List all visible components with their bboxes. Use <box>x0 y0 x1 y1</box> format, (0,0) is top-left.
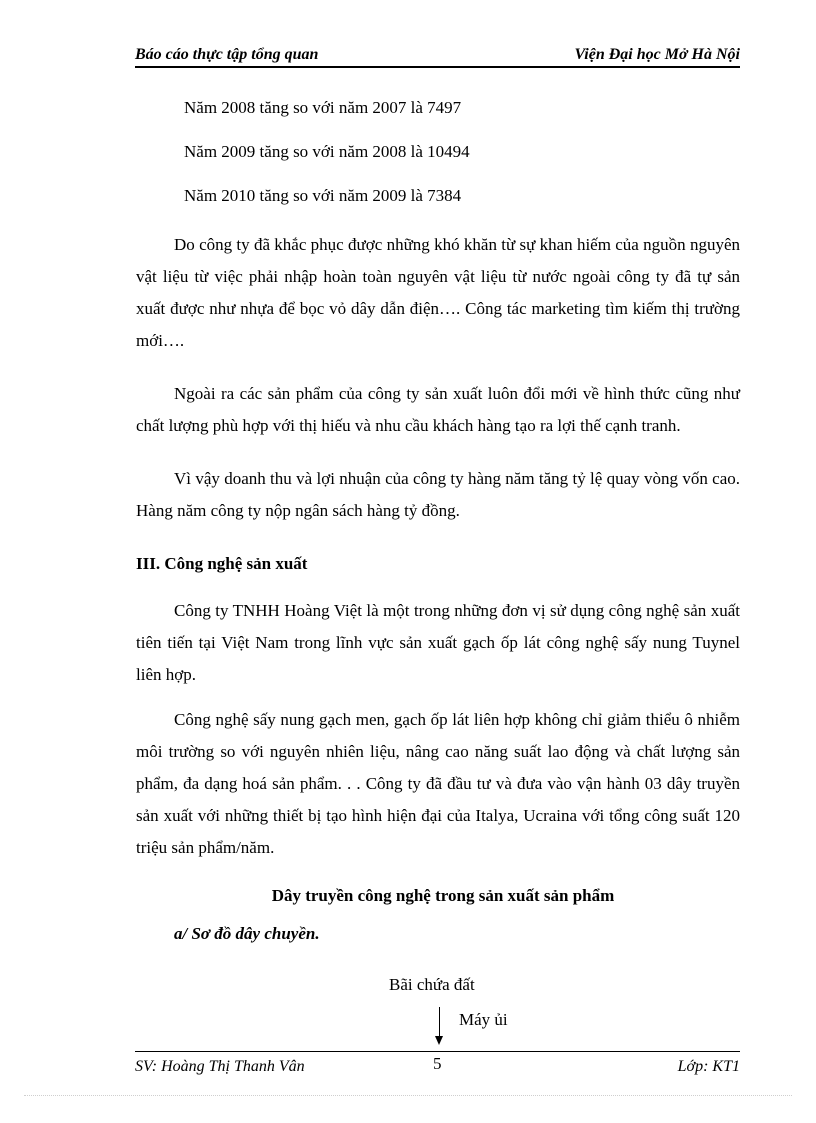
page-header <box>135 44 740 68</box>
document-body <box>136 92 740 950</box>
footer-class: Lớp: KT1 <box>677 1058 740 1075</box>
stat-line-2010: Năm 2010 tăng so với năm 2009 là 7384 <box>184 186 462 205</box>
page-footer <box>135 1051 740 1076</box>
flow-arrow-line <box>439 1007 440 1037</box>
paragraph-company-technology: Công ty TNHH Hoàng Việt là một trong những đơn vị sử dụng công nghệ sản xuất tiên tiến tại Việt Nam trong lĩnh vực sản xuất gạch ốp lát công nghệ sấy nung Tuynel liên hợp. <box>136 601 740 684</box>
section-heading: III. Công nghệ sản xuất <box>136 554 308 573</box>
paragraph-materials: Do công ty đã khắc phục được những khó khăn từ sự khan hiếm của nguồn nguyên vật liệu từ việc phải nhập hoàn toàn nguyên vật liệu từ nước ngoài công ty đã tự sản xuất được như nhựa để bọc vỏ dây dẫn điện…. Công tác marketing tìm kiếm thị trường mới…. <box>136 235 740 350</box>
stat-line-2009: Năm 2009 tăng so với năm 2008 là 10494 <box>184 142 470 161</box>
diagram-subtitle: a/ Sơ đồ dây chuyền. <box>174 924 320 943</box>
flow-step-bulldozer: Máy ủi <box>459 1010 508 1029</box>
header-institution: Viện Đại học Mở Hà Nội <box>574 46 740 63</box>
header-report-title: Báo cáo thực tập tổng quan <box>135 46 319 63</box>
paragraph-kiln-technology: Công nghệ sấy nung gạch men, gạch ốp lát liên hợp không chỉ giảm thiểu ô nhiễm môi trường so với nguyên nhiên liệu, nâng cao năng suất lao động và chất lượng sản phẩm, đa dạng hoá sản phẩm. . . Công ty đã đầu tư và đưa vào vận hành 03 dây truyền sản xuất với những thiết bị tạo hình hiện đại của Italya, Ucraina với tổng công suất 120 triệu sản phẩm/năm. <box>136 710 740 857</box>
stat-line-2008: Năm 2008 tăng so với năm 2007 là 7497 <box>184 98 462 117</box>
footer-student-name: SV: Hoàng Thị Thanh Vân <box>135 1058 305 1075</box>
production-line-title: Dây truyền công nghệ trong sản xuất sản phẩm <box>271 886 615 905</box>
down-arrow-icon <box>435 1036 443 1045</box>
paragraph-products: Ngoài ra các sản phẩm của công ty sản xuất luôn đổi mới về hình thức cũng như chất lượng phù hợp với thị hiếu và nhu cầu khách hàng tạo ra lợi thế cạnh tranh. <box>136 384 740 435</box>
page-bottom-divider <box>24 1095 792 1096</box>
flow-node-soil-yard: Bãi chứa đất <box>389 975 475 994</box>
paragraph-revenue: Vì vậy doanh thu và lợi nhuận của công ty hàng năm tăng tỷ lệ quay vòng vốn cao. Hàng năm công ty nộp ngân sách hàng tỷ đồng. <box>136 469 740 520</box>
page-number: 5 <box>433 1054 442 1073</box>
